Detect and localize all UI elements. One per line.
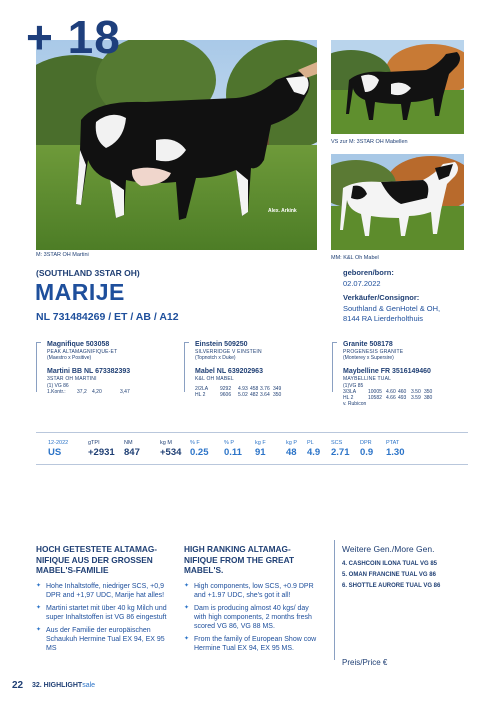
mgs-full-name: SILVERRIDGE V EINSTEIN [195, 349, 262, 355]
german-description [36, 544, 176, 657]
more-generation-item: 6. SHOTTLE AURORE TUAL VG 86 [342, 583, 441, 589]
granddam-name: Mabel NL 639202963 [195, 368, 263, 376]
cow-name: MARIJE [35, 279, 125, 305]
lot-number: + 18 [26, 11, 121, 63]
sire-name: Magnifique 503058 [47, 341, 110, 348]
index-value: +534 [160, 447, 182, 458]
sire-full-name: PEAK ALTAMAGNIFIQUE-ET [47, 349, 118, 355]
index-label: kg M [160, 440, 172, 446]
great-granddam-classification: (1)VG 85 [343, 382, 364, 389]
index-country: US [48, 447, 62, 458]
breeder-prefix: (SOUTHLAND 3STAR OH) [36, 268, 140, 278]
seller-line2: 8144 RA Lierderholthuis [343, 314, 424, 323]
dam-lactation-row: 1.Kontr.: 37,2 4,20 3,47 [47, 388, 130, 395]
price-label: Preis/Price € [342, 658, 388, 667]
footer-text: 32. HIGHLIGHT [32, 682, 83, 689]
index-value: 2.71 [331, 447, 350, 458]
german-title-line2: NIFIQUE AUS DER GROSSEN [36, 554, 153, 565]
index-label: NM [124, 440, 133, 446]
index-value: 1.30 [386, 447, 405, 458]
english-title-line1: HIGH RANKING ALTAMAG- [184, 544, 291, 554]
german-bullet: ✦ Aus der Familie der europäischen Schaukuh Hermine Tual EX 94, EX 95 MS [36, 626, 176, 653]
index-label: gTPI [88, 440, 100, 446]
main-photo-caption: M: 3STAR OH Martini [36, 252, 89, 258]
index-date: 12-2022 [48, 440, 69, 446]
top-right-photo [331, 40, 464, 134]
more-generations-title: Weitere Gen./More Gen. [342, 544, 435, 554]
index-label: kg P [286, 440, 298, 446]
seller-line1: Southland & GenHotel & OH, [343, 304, 441, 313]
great-granddam-lactation-row-2: HL 2 10582 4.66 493 3.59 380 [343, 395, 433, 402]
granddam-full-name: K&L OH MABEL [195, 376, 234, 383]
page-number: 22 [12, 680, 24, 691]
more-generation-item: 5. OMAN FRANCINE TUAL VG 86 [342, 572, 436, 578]
index-value: 847 [124, 447, 140, 458]
index-value: 91 [255, 447, 266, 458]
index-value: 0.9 [360, 447, 374, 458]
german-bullet: ✦ Hohe Inhaltstoffe, niedriger SCS, +0,9 DPR and +1,97 UDC, Marije hat alles! [36, 582, 176, 600]
registration-number: NL 731484269 / ET / AB / A12 [36, 311, 179, 323]
born-label: geboren/born: [343, 268, 394, 277]
english-bullet: ✦ From the family of European Show cow Hermine Tual EX 94, EX 95 MS. [184, 635, 322, 653]
great-granddam-sire: v. Rubicon [343, 401, 367, 408]
english-title-line3: MABEL'S. [184, 565, 224, 575]
dam-classification: (1) VG 86 [47, 382, 69, 389]
mggs-full-name: PROGENESIS GRANITE [343, 349, 404, 355]
great-granddam-full-name: MAYBELLINE TUAL [343, 376, 392, 383]
born-value: 02.07.2022 [343, 279, 381, 288]
granddam-lactation-row-2: HL 2 9606 5.02 482 3.64 350 [195, 391, 282, 398]
index-value: 0.11 [224, 447, 242, 458]
index-value: 0.25 [190, 447, 209, 458]
bottom-right-photo [331, 154, 464, 250]
main-photo [36, 40, 317, 250]
seller-label: Verkäufer/Consignor: [343, 293, 420, 302]
granddam-lactation-row-1: 2/2LA 9292 4.93 458 3.76 349 [195, 385, 282, 392]
index-label: % P [224, 440, 235, 446]
sire-parents: (Maestro x Positive) [47, 355, 92, 362]
top-right-caption: VS zur M: 3STAR OH Mabellen [331, 139, 408, 145]
index-value: 48 [286, 447, 297, 458]
english-bullet: ✦ Dam is producing almost 40 kgs/ day with high components, 2 months fresh scored VG 86, VG 88 MS. [184, 604, 322, 631]
german-title-line1: HOCH GETESTETE ALTAMAG- [36, 544, 158, 554]
photo-watermark: Alex. Arkink [268, 208, 297, 214]
index-label: kg F [255, 440, 266, 446]
german-bullet: ✦ Martini startet mit über 40 kg Milch und super Inhaltstoffen ist VG 86 eingestuft [36, 604, 176, 622]
index-value: 4.9 [307, 447, 321, 458]
mgs-name: Einstein 509250 [195, 341, 248, 348]
english-description [184, 544, 322, 657]
mgs-parents: (Topnotch x Duke) [195, 355, 236, 362]
index-label: % F [190, 440, 200, 446]
footer-brand [32, 682, 95, 689]
dam-name: Martini BB NL 673382393 [47, 368, 131, 376]
pedigree-third-column [343, 340, 468, 407]
english-title-line2: NIFIQUE FROM THE GREAT [184, 554, 295, 565]
german-title-line3: MABEL'S-FAMILIE [36, 565, 109, 575]
great-granddam-name: Maybelline FR 3516149460 [343, 368, 431, 376]
dam-full-name: 3STAR OH MARTINI [47, 376, 97, 383]
index-value: +2931 [88, 447, 115, 458]
english-bullet: ✦ High components, low SCS, +0.9 DPR and +1.97 UDC, she's got it all! [184, 582, 322, 600]
index-label: PTAT [386, 440, 400, 446]
pedigree-maternal-grandsire-column [195, 340, 330, 398]
index-label: PL [307, 440, 314, 446]
great-granddam-lactation-row-1: 3/3LA 10005 4.60 460 3.50 350 [343, 388, 433, 395]
mggs-parents: (Monterey x Supersire) [343, 355, 394, 362]
more-generations [342, 544, 472, 592]
footer-sale: sale [82, 682, 96, 689]
index-label: DPR [360, 440, 372, 446]
bottom-right-caption: MM: K&L Oh Mabel [331, 255, 379, 261]
index-label: SCS [331, 440, 343, 446]
pedigree-sire-column [47, 340, 177, 395]
more-generation-item: 4. CASHCOIN ILONA TUAL VG 85 [342, 561, 438, 567]
mggs-name: Granite 508178 [343, 341, 393, 348]
